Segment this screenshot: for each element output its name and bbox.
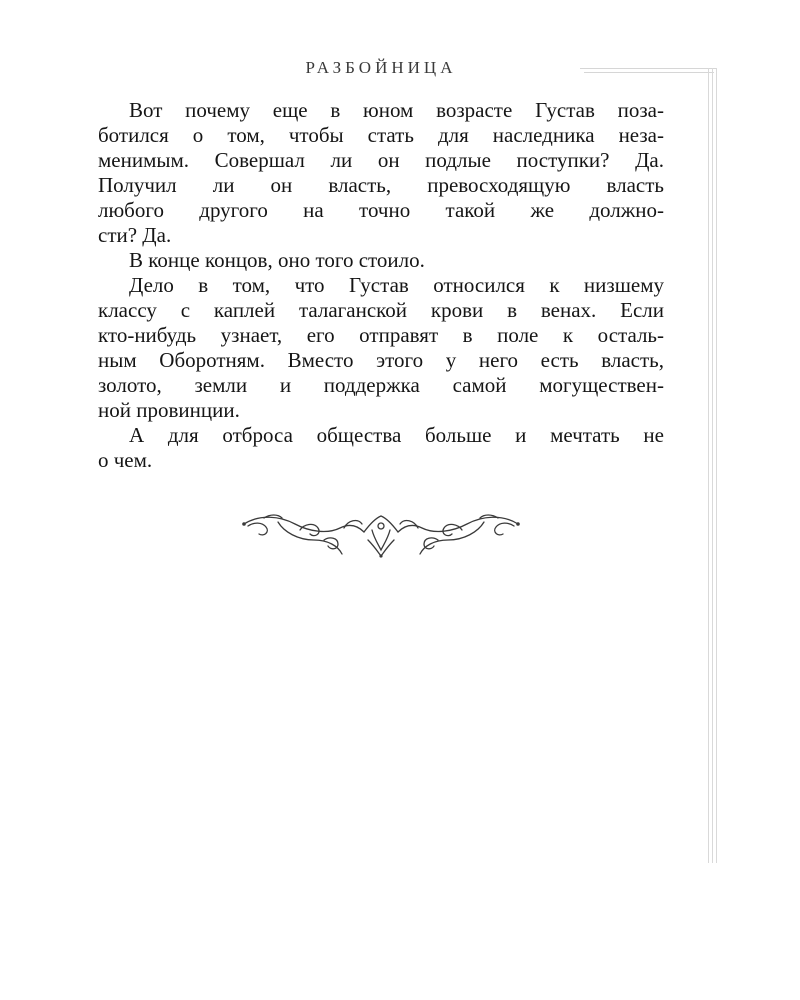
text-line: ной провинции. [98,398,240,422]
body-text [98,98,664,473]
text-line: Дело в том, что Густав относился к низшему [129,273,664,297]
text-line: кто-нибудь узнает, его отправят в поле к осталь- [98,323,664,347]
page-edge-line [708,68,709,863]
text-line: золото, земли и поддержка самой могуществен- [98,373,664,397]
text-line: классу с каплей талаганской крови в венах. Если [98,298,664,322]
page-edge-line [716,68,717,863]
text-line: о чем. [98,448,153,472]
page-edge-line [584,72,714,73]
text-line: ным Оборотням. Вместо этого у него есть власть, [98,348,664,372]
text-line: ботился о том, чтобы стать для наследника неза- [98,123,664,147]
text-line: любого другого на точно такой же должно- [98,198,664,222]
text-line: Получил ли он власть, превосходящую власть [98,173,664,197]
floral-vignette-icon [240,510,522,560]
paragraph [98,248,664,273]
running-head: РАЗБОЙНИЦА [305,58,457,77]
text-line: сти? Да. [98,223,172,247]
text-line: менимым. Совершал ли он подлые поступки? Да. [98,148,664,172]
page-edge-line [580,68,716,69]
text-line: А для отброса общества больше и мечтать не [129,423,664,447]
text-line: Вот почему еще в юном возрасте Густав поза- [129,98,664,122]
paragraph [98,98,664,248]
paragraph [98,273,664,423]
page-edge-line [712,68,713,863]
paragraph [98,423,664,473]
text-line: В конце концов, оно того стоило. [129,248,425,272]
